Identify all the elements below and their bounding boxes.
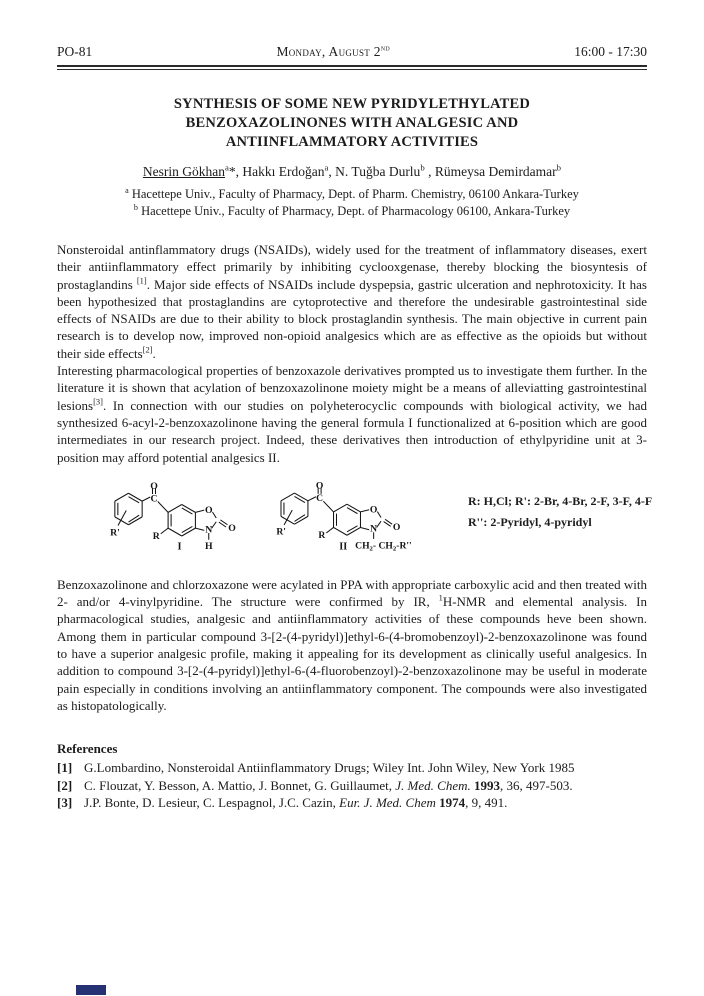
atom-o-icon: O <box>204 504 213 516</box>
substituent-legend <box>468 491 652 533</box>
reference-text: J.P. Bonte, D. Lesieur, C. Lespagnol, J.C. Cazin, Eur. J. Med. Chem 1974, 9, 491. <box>84 794 508 810</box>
substituent-legend-line-1: R: H,Cl; R': 2-Br, 4-Br, 2-F, 3-F, 4-F <box>468 493 653 508</box>
structure-II-label: II <box>339 541 348 553</box>
authors-line: Nesrin Gökhan$^a$*, Hakkı Erdoğan$^a$, N. Tuğba Durlu$^b$ , Rümeysa Demirdamar$^b$ <box>142 162 562 179</box>
reference-text: G.Lombardino, Nonsteroidal Antiinflammatory Drugs; Wiley Int. John Wiley, New York 1985 <box>84 760 575 776</box>
atom-c-icon: C <box>316 493 324 505</box>
session-date: Monday, August 2nd <box>276 42 391 59</box>
atom-h-icon: H <box>204 540 213 552</box>
abstract-body-continued <box>57 576 647 714</box>
header-rule <box>57 65 647 70</box>
paper-title <box>57 95 647 152</box>
n-ethyl-chain-label: CH2- CH2-R'' <box>355 540 412 553</box>
atom-o-icon: O <box>315 480 324 492</box>
footer-mark <box>76 985 106 995</box>
atom-o-icon: O <box>228 522 236 534</box>
substituent-r-prime: R' <box>276 526 286 538</box>
reference-item-1 <box>57 759 647 776</box>
page-header <box>57 44 647 60</box>
atom-o-icon: O <box>369 504 378 516</box>
atom-o-icon: O <box>150 480 158 492</box>
abstract-paragraph-1: Nonsteroidal antinflammatory drugs (NSAIDs), widely used for the treatment of inflammatory diseases, exert their antiinflammatory effect primarily by inhibiting cyclooxgenase, thereby blocking the biosyntesis of prostaglandins [1]. Major side effects of NSAIDs include dyspepsia, gastric ulceration and nephrotoxicity. It has been hypothesized that prostaglandins are cytoprotective and therefore the undesirable gastrointestinal side effects of NSAIDs are due to their ability to block prostaglandin synthesis. The main objective in current pain research is to develop now, improved non-opioid analgesics which are as effective as the opioids but without their side effects[2]. <box>57 242 647 361</box>
substituent-r: R <box>152 530 160 542</box>
abstract-body <box>57 241 647 466</box>
reference-text: C. Flouzat, Y. Besson, A. Mattio, J. Bonnet, G. Guillaumet, J. Med. Chem. 1993, 36, 497-503. <box>84 777 573 793</box>
structure-II-atom-labels <box>276 480 411 552</box>
paper-title-line-3: ANTIINFLAMMATORY ACTIVITIES <box>225 134 479 150</box>
structure-I-drawing <box>103 479 253 554</box>
substituent-r: R <box>318 530 326 542</box>
chemical-structures-figure <box>103 479 653 567</box>
reference-number: [3] <box>57 794 73 810</box>
affiliation-a: $^a$ Hacettepe Univ., Faculty of Pharmacy, Dept. of Pharm. Chemistry, 06100 Ankara-Turkey <box>125 185 579 201</box>
paper-title-line-2: BENZOXAZOLINONES WITH ANALGESIC AND <box>185 115 519 131</box>
substituent-legend-line-2: R'': 2-Pyridyl, 4-pyridyl <box>468 514 592 529</box>
atom-c-icon: C <box>150 493 158 505</box>
atom-o-icon: O <box>392 521 401 533</box>
paper-title-line-1: SYNTHESIS OF SOME NEW PYRIDYLETHYLATED <box>173 96 531 112</box>
atom-n-icon: N <box>205 524 213 536</box>
reference-number: [2] <box>57 777 73 793</box>
reference-number: [1] <box>57 760 73 776</box>
reference-item-2 <box>57 777 647 794</box>
abstract-paragraph-2: Interesting pharmacological properties of benzoxazole derivatives prompted us to investigate them further. In the literature it is shown that acylation of benzoxazolinone moiety might be a means of alleviatting gastrointestinal lesions[3]. In connection with our studies on polyheterocyclic compounds with biological activity, we had synthesized 6-acyl-2-benzoxazolinone having the general formula I functionalized at 6-position which are good intermediates in our research project. Indeed, these derivatives then introduction of ethylpyridine unit at 3-position may afford potential analgesics II. <box>57 363 647 465</box>
reference-item-3 <box>57 794 647 811</box>
references-heading: References <box>57 741 118 757</box>
session-code: PO-81 <box>57 44 93 59</box>
structure-I-atom-labels <box>110 481 236 553</box>
structure-II-drawing <box>269 479 425 553</box>
structure-I-label: I <box>177 541 182 553</box>
affiliation-b: $^b$ Hacettepe Univ., Faculty of Pharmacy, Dept. of Pharmacology 06100, Ankara-Turkey <box>133 202 571 218</box>
session-time: 16:00 - 17:30 <box>574 44 647 59</box>
atom-n-icon: N <box>370 523 378 535</box>
substituent-r-prime: R' <box>110 527 120 539</box>
abstract-paragraph-3: Benzoxazolinone and chlorzoxazone were acylated in PPA with appropriate carboxylic acid and then treated with 2- and/or 4-vinylpyridine. The structure were confirmed by IR, $^1$H-NMR and elemental analysis. In pharmacological studies, analgesic and antiinflammatory activities of these compounds heve been shown. Among them in particular compound 3-[2-(4-pyridyl)]ethyl-6-(4-bromobenzoyl)-2-benzoxazolinone was found to have a superior analgesic profile, making it appealing for its development as clinically useful analgesics. In addition to compound 3-[2-(4-pyridyl)]ethyl-6-(4-fluorobenzoyl)-2-benzoxazolinone may be useful in moderate pain especially in conditions involving an antiinflammatory component. The compounds were also investigated as histopatologically. <box>57 576 647 713</box>
